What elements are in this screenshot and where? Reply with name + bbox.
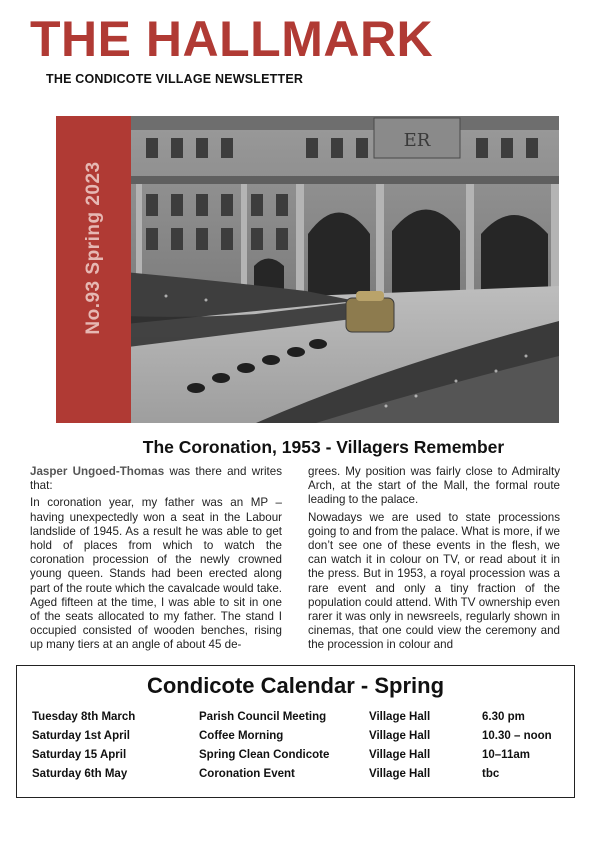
newsletter-title: THE HALLMARK [30, 11, 434, 67]
article-paragraph: In coronation year, my father was an MP – having unexpectedly won a seat in the Labour landslide of 1945. As a result he was able to get hold of places from which to watch the coronation procession of the newly crowned young queen. Stands had been erected along part of the route which the cavalcade would take. Aged fifteen at the time, I was able to sit in one of the seats allocated to my father. The stand I occupied consisted of wooden benches, rising up many tiers at an angle of about 45 de- [30, 496, 282, 652]
event-time: tbc [482, 768, 500, 780]
event-name: Spring Clean Condicote [199, 749, 330, 761]
event-date: Saturday 6th May [32, 768, 128, 780]
event-time: 10.30 – noon [482, 730, 552, 742]
newsletter-subtitle: THE CONDICOTE VILLAGE NEWSLETTER [46, 72, 304, 86]
byline-text: was there and writes that: [30, 465, 283, 493]
article-paragraph: Nowadays we are used to state processions going to and from the palace. What is more, if we don’t see one of these events in the flesh, we can watch it in colour on TV, or read about it in the press. But in 1953, a royal procession was a rare event and only a tiny fraction of the population could attend. With TV ownership even rarer it was only in newsreels, regularly shown in cinemas, that one could view the ceremony and the procession in colour and [308, 510, 560, 652]
byline-author: Jasper Ungoed-Thomas [30, 465, 165, 478]
calendar-row [17, 730, 574, 748]
article-paragraph: grees. My position was fairly close to Admiralty Arch, at the start of the Mall, the formal route leading to the palace. [308, 465, 560, 507]
coronation-procession-photo [56, 116, 559, 423]
article-column-right [308, 465, 560, 656]
calendar-row [17, 768, 574, 786]
byline [30, 465, 282, 493]
calendar-title: Condicote Calendar - Spring [146, 673, 445, 698]
event-venue: Village Hall [369, 768, 431, 780]
event-name: Parish Council Meeting [199, 711, 327, 723]
issue-number: No.93 Spring 2023 [83, 161, 104, 335]
calendar-box [16, 665, 575, 798]
article-column-left [30, 465, 282, 656]
event-name: Coffee Morning [199, 730, 284, 742]
event-time: 10–11am [482, 749, 530, 761]
article-headline: The Coronation, 1953 - Villagers Remember [142, 437, 505, 457]
svg-text:ER: ER [403, 130, 431, 151]
event-time: 6.30 pm [482, 711, 525, 723]
calendar-row [17, 711, 574, 729]
event-venue: Village Hall [369, 749, 431, 761]
event-date: Saturday 15 April [32, 749, 127, 761]
event-venue: Village Hall [369, 711, 431, 723]
event-date: Saturday 1st April [32, 730, 130, 742]
event-name: Coronation Event [199, 768, 295, 780]
event-venue: Village Hall [369, 730, 431, 742]
coronation-photo-illustration [56, 116, 559, 423]
event-date: Tuesday 8th March [32, 711, 136, 723]
calendar-row [17, 749, 574, 767]
